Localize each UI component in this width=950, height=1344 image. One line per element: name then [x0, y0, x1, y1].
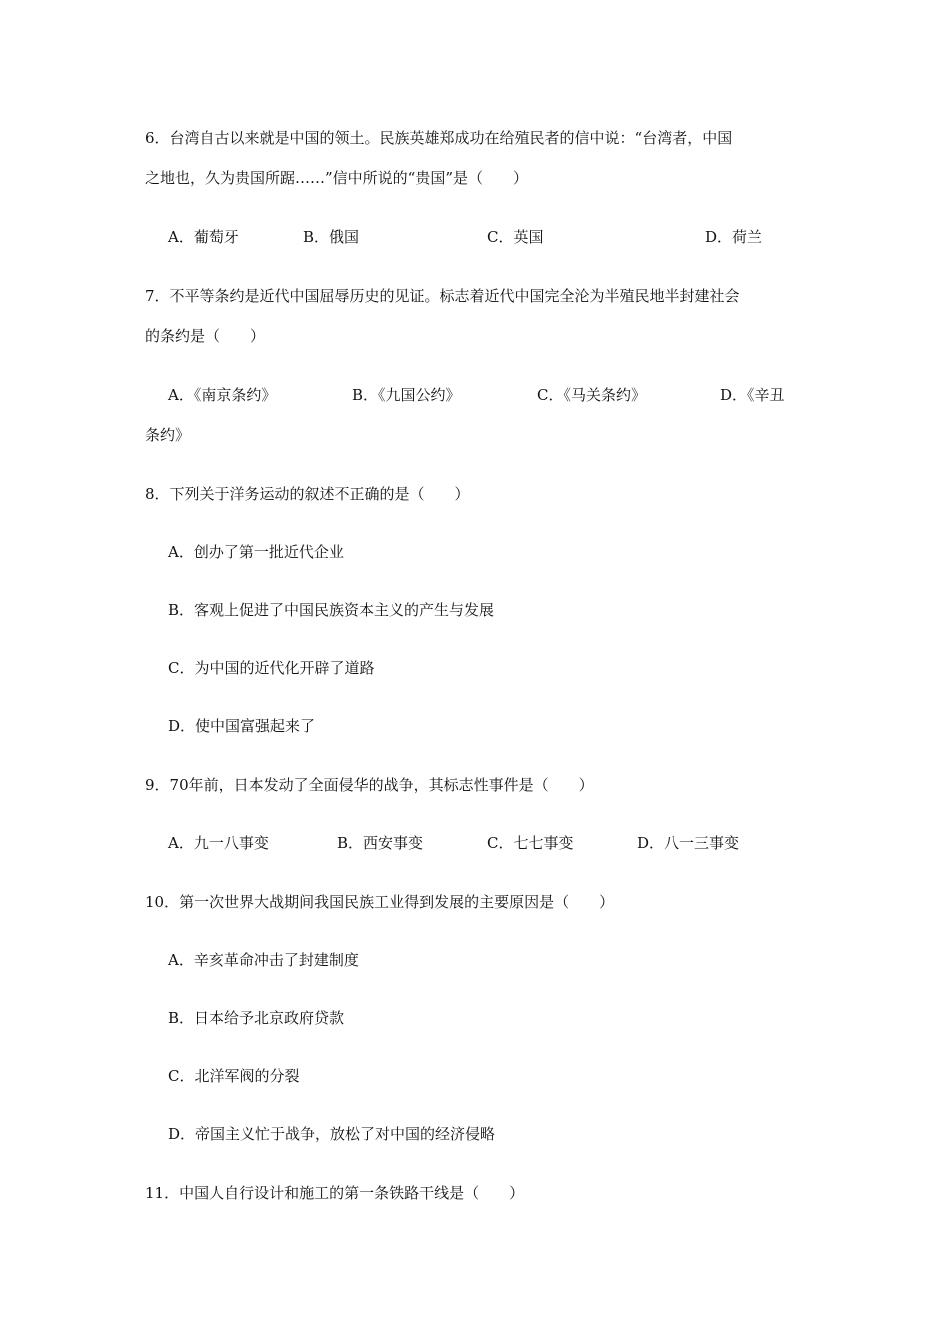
- q9-option-d: D．八一三事变: [637, 834, 740, 852]
- q7-option-d-wrap: 条约》: [145, 426, 191, 444]
- q8-stem: 8．下列关于洋务运动的叙述不正确的是（ ）: [145, 485, 470, 503]
- q7-option-c: C．《马关条约》: [537, 386, 646, 404]
- q7-option-d: D．《辛丑: [720, 386, 785, 404]
- q9-stem: 9．70年前，日本发动了全面侵华的战争，其标志性事件是（ ）: [145, 776, 594, 794]
- q8-option-a: A．创办了第一批近代企业: [168, 543, 344, 561]
- q7-option-a: A．《南京条约》: [168, 386, 277, 404]
- q11-stem: 11．中国人自行设计和施工的第一条铁路干线是（ ）: [145, 1184, 525, 1202]
- q6-option-a: A．葡萄牙: [168, 228, 239, 246]
- q10-option-b: B．日本给予北京政府贷款: [168, 1009, 345, 1027]
- q9-option-c: C．七七事变: [487, 834, 574, 852]
- q7-stem-line-1: 7．不平等条约是近代中国屈辱历史的见证。标志着近代中国完全沦为半殖民地半封建社会: [145, 287, 740, 305]
- q6-stem-line-2: 之地也，久为贵国所踞……”信中所说的“贵国”是（ ）: [145, 169, 529, 187]
- q8-option-c: C．为中国的近代化开辟了道路: [168, 659, 375, 677]
- q10-stem: 10．第一次世界大战期间我国民族工业得到发展的主要原因是（ ）: [145, 893, 615, 911]
- q9-option-a: A．九一八事变: [168, 834, 269, 852]
- q9-option-b: B．西安事变: [337, 834, 424, 852]
- q8-option-b: B．客观上促进了中国民族资本主义的产生与发展: [168, 601, 495, 619]
- q10-option-c: C．北洋军阀的分裂: [168, 1067, 300, 1085]
- q10-option-d: D．帝国主义忙于战争，放松了对中国的经济侵略: [168, 1125, 496, 1143]
- q8-option-d: D．使中国富强起来了: [168, 717, 316, 735]
- q6-option-c: C．英国: [487, 228, 544, 246]
- q6-option-d: D．荷兰: [705, 228, 763, 246]
- q10-option-a: A．辛亥革命冲击了封建制度: [168, 951, 359, 969]
- q6-stem-line-1: 6．台湾自古以来就是中国的领土。民族英雄郑成功在给殖民者的信中说：“台湾者，中国: [145, 129, 733, 147]
- q7-option-b: B．《九国公约》: [352, 386, 461, 404]
- q7-stem-line-2: 的条约是（ ）: [145, 327, 266, 345]
- q6-option-b: B．俄国: [303, 228, 360, 246]
